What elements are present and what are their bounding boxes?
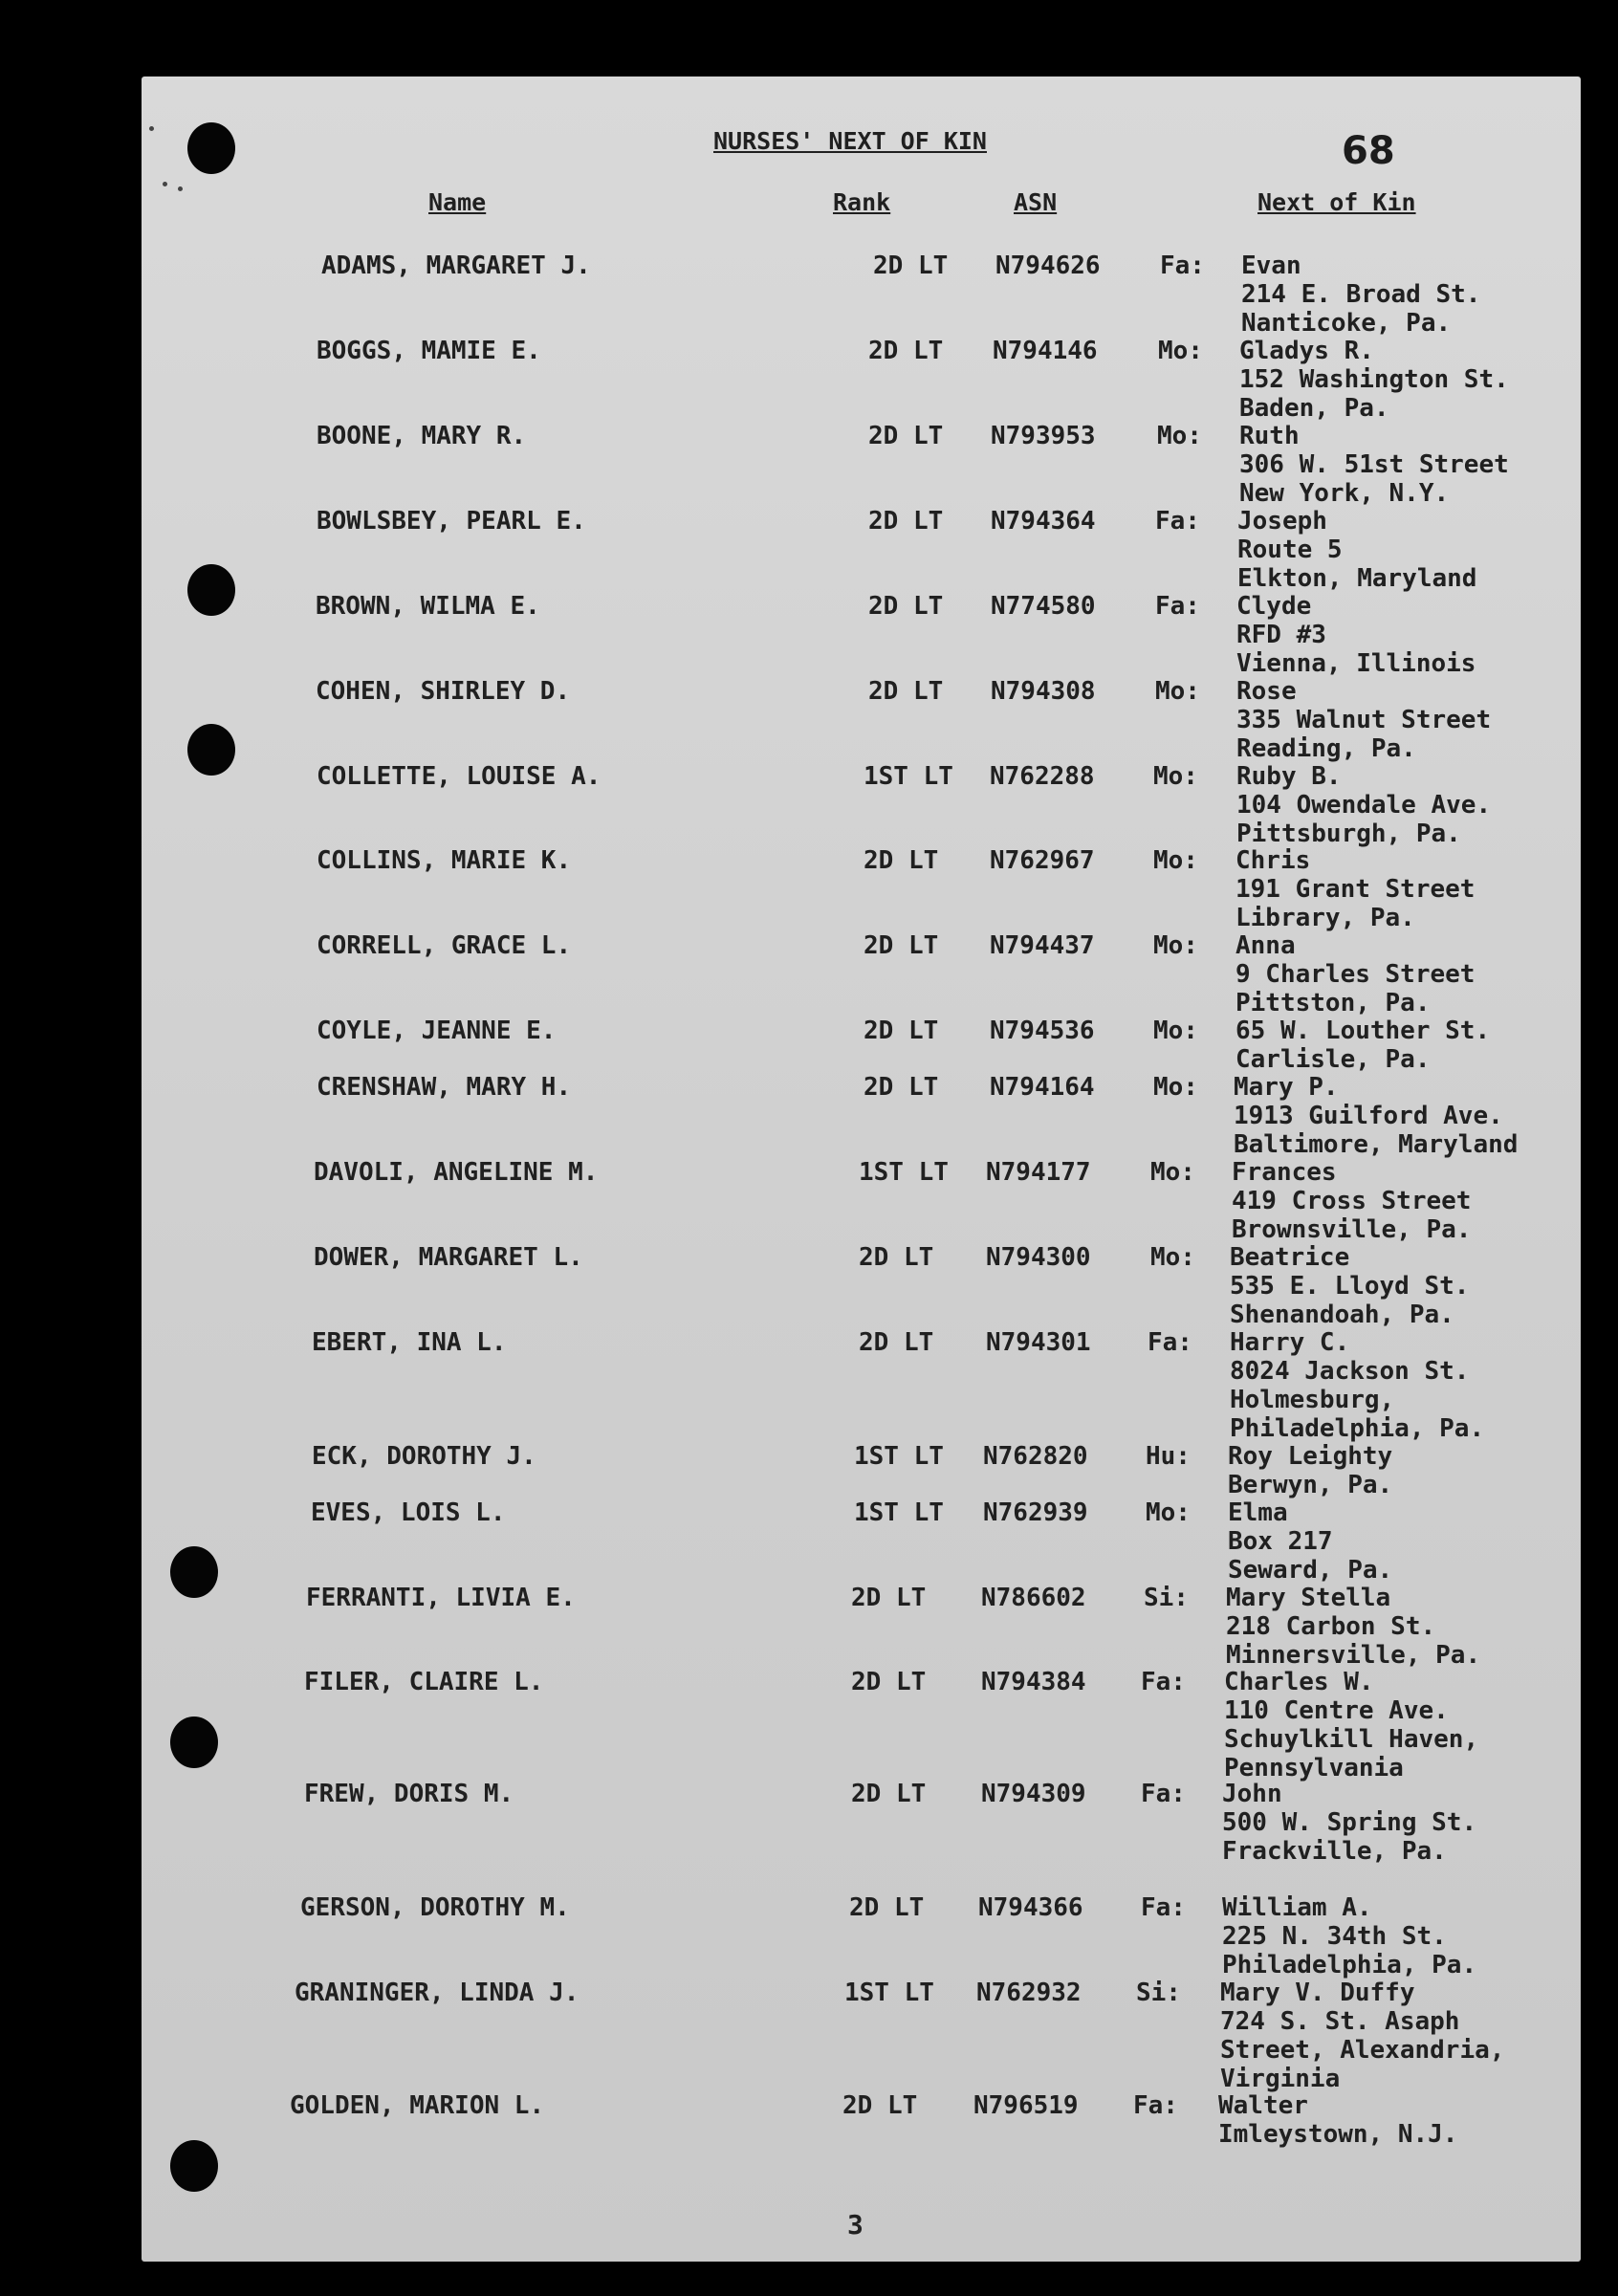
kin-address xyxy=(1236,592,1476,678)
nurse-rank: 2D LT xyxy=(864,1017,939,1045)
kin-address-line: Walter xyxy=(1218,2091,1308,2120)
kin-address xyxy=(1239,337,1509,423)
kin-relation: Mo: xyxy=(1153,1017,1198,1045)
kin-address-line: New York, N.Y. xyxy=(1239,479,1450,508)
kin-address-line: Mary V. Duffy xyxy=(1220,1979,1415,2007)
nurse-name: DOWER, MARGARET L. xyxy=(314,1243,583,1272)
kin-relation: Mo: xyxy=(1153,1073,1198,1102)
nurse-name: GERSON, DOROTHY M. xyxy=(300,1893,570,1922)
nurse-asn: N794300 xyxy=(986,1243,1091,1272)
kin-address-line: Berwyn, Pa. xyxy=(1228,1471,1393,1499)
kin-relation: Fa: xyxy=(1141,1668,1186,1696)
kin-address-line: Route 5 xyxy=(1237,536,1343,564)
kin-address-line: Brownsville, Pa. xyxy=(1232,1215,1472,1244)
kin-address xyxy=(1232,1158,1471,1244)
footer-number: 3 xyxy=(847,2209,864,2241)
kin-address xyxy=(1241,251,1480,338)
nurse-rank: 1ST LT xyxy=(844,1979,934,2007)
kin-address-line: Vienna, Illinois xyxy=(1236,649,1476,678)
document-title: NURSES' NEXT OF KIN xyxy=(713,127,987,155)
kin-address-line: Virginia xyxy=(1220,2065,1341,2093)
nurse-asn: N774580 xyxy=(991,592,1096,621)
nurse-name: EVES, LOIS L. xyxy=(311,1498,506,1527)
kin-address-line: Holmesburg, xyxy=(1230,1386,1395,1414)
kin-address-line: RFD #3 xyxy=(1236,621,1326,649)
kin-address-line: Minnersville, Pa. xyxy=(1226,1641,1481,1670)
kin-address-line: Elkton, Maryland xyxy=(1237,564,1477,593)
nurse-rank: 2D LT xyxy=(864,846,939,875)
nurse-name: GOLDEN, MARION L. xyxy=(290,2091,545,2120)
kin-address-line: Library, Pa. xyxy=(1235,904,1415,932)
kin-address-line: Rose xyxy=(1236,677,1297,706)
kin-address-line: 535 E. Lloyd St. xyxy=(1230,1272,1470,1301)
kin-address xyxy=(1237,507,1476,593)
nurse-asn: N794301 xyxy=(986,1328,1091,1357)
kin-relation: Mo: xyxy=(1157,422,1202,450)
nurse-asn: N794626 xyxy=(995,251,1101,280)
kin-address-line: Beatrice xyxy=(1230,1243,1350,1272)
kin-address-line: William A. xyxy=(1222,1893,1372,1922)
kin-address-line: Shenandoah, Pa. xyxy=(1230,1301,1454,1329)
kin-address-line: Baltimore, Maryland xyxy=(1234,1130,1519,1159)
page-number: 68 xyxy=(1342,129,1395,173)
nurse-rank: 2D LT xyxy=(842,2091,918,2120)
nurse-asn: N786602 xyxy=(981,1584,1086,1612)
nurse-rank: 1ST LT xyxy=(859,1158,949,1187)
kin-relation: Si: xyxy=(1144,1584,1189,1612)
kin-address xyxy=(1236,677,1491,763)
nurse-asn: N794364 xyxy=(991,507,1096,536)
kin-address-line: Evan xyxy=(1241,251,1301,280)
kin-relation: Si: xyxy=(1136,1979,1181,2007)
kin-address xyxy=(1220,1979,1504,2093)
column-header-next-of-kin: Next of Kin xyxy=(1257,188,1416,216)
kin-address xyxy=(1235,846,1475,932)
kin-address xyxy=(1234,1073,1518,1159)
nurse-name: CORRELL, GRACE L. xyxy=(317,931,572,960)
nurse-name: BROWN, WILMA E. xyxy=(316,592,540,621)
kin-address-line: 724 S. St. Asaph xyxy=(1220,2007,1460,2036)
kin-address-line: John xyxy=(1222,1780,1282,1808)
punch-hole xyxy=(187,122,235,174)
kin-address-line: Schuylkill Haven, xyxy=(1224,1725,1479,1754)
nurse-name: COLLINS, MARIE K. xyxy=(317,846,572,875)
kin-address-line: Ruth xyxy=(1239,422,1300,450)
kin-address-line: 8024 Jackson St. xyxy=(1230,1357,1470,1386)
kin-address-line: Elma xyxy=(1228,1498,1288,1527)
kin-address-line: Reading, Pa. xyxy=(1236,734,1416,763)
nurse-rank: 1ST LT xyxy=(864,762,953,791)
kin-address xyxy=(1224,1668,1478,1782)
column-header-rank: Rank xyxy=(833,188,891,216)
nurse-rank: 2D LT xyxy=(864,931,939,960)
nurse-rank: 2D LT xyxy=(859,1328,934,1357)
nurse-name: CRENSHAW, MARY H. xyxy=(317,1073,572,1102)
kin-relation: Fa: xyxy=(1155,507,1200,536)
nurse-rank: 2D LT xyxy=(868,677,944,706)
kin-relation: Fa: xyxy=(1141,1893,1186,1922)
nurse-asn: N762820 xyxy=(983,1442,1088,1471)
nurse-name: ECK, DOROTHY J. xyxy=(312,1442,536,1471)
kin-address xyxy=(1235,931,1475,1017)
kin-address xyxy=(1222,1780,1476,1866)
kin-address-line: 104 Owendale Ave. xyxy=(1236,791,1492,820)
kin-address-line: Joseph xyxy=(1237,507,1327,536)
nurse-asn: N794146 xyxy=(993,337,1098,365)
kin-address xyxy=(1226,1584,1480,1670)
nurse-name: ADAMS, MARGARET J. xyxy=(321,251,591,280)
kin-address-line: Clyde xyxy=(1236,592,1312,621)
nurse-asn: N794437 xyxy=(990,931,1095,960)
nurse-rank: 1ST LT xyxy=(854,1498,944,1527)
kin-address xyxy=(1228,1498,1392,1585)
kin-address-line: 214 E. Broad St. xyxy=(1241,280,1481,309)
kin-address-line: 335 Walnut Street xyxy=(1236,706,1492,734)
document-page xyxy=(142,77,1581,2262)
nurse-name: BOONE, MARY R. xyxy=(317,422,527,450)
kin-address-line: Philadelphia, Pa. xyxy=(1222,1951,1477,1979)
kin-relation: Fa: xyxy=(1148,1328,1192,1357)
kin-address-line: 225 N. 34th St. xyxy=(1222,1922,1447,1951)
kin-address xyxy=(1235,1017,1490,1074)
kin-address-line: 218 Carbon St. xyxy=(1226,1612,1436,1641)
kin-address xyxy=(1230,1243,1469,1329)
column-header-name: Name xyxy=(428,188,487,216)
nurse-rank: 1ST LT xyxy=(854,1442,944,1471)
punch-hole xyxy=(187,564,235,616)
kin-address-line: Carlisle, Pa. xyxy=(1235,1045,1431,1074)
kin-relation: Mo: xyxy=(1150,1158,1195,1187)
nurse-asn: N794536 xyxy=(990,1017,1095,1045)
kin-address-line: Charles W. xyxy=(1224,1668,1374,1696)
kin-address-line: Pittston, Pa. xyxy=(1235,989,1431,1017)
kin-address xyxy=(1239,422,1509,508)
kin-address-line: Ruby B. xyxy=(1236,762,1342,791)
nurse-asn: N796519 xyxy=(973,2091,1079,2120)
kin-address-line: 110 Centre Ave. xyxy=(1224,1696,1449,1725)
kin-relation: Hu: xyxy=(1146,1442,1191,1471)
kin-relation: Mo: xyxy=(1150,1243,1195,1272)
kin-relation: Mo: xyxy=(1153,762,1198,791)
nurse-asn: N794308 xyxy=(991,677,1096,706)
nurse-name: FERRANTI, LIVIA E. xyxy=(306,1584,576,1612)
kin-address-line: 306 W. 51st Street xyxy=(1239,450,1509,479)
nurse-rank: 2D LT xyxy=(873,251,949,280)
nurse-name: COHEN, SHIRLEY D. xyxy=(316,677,571,706)
nurse-name: COYLE, JEANNE E. xyxy=(317,1017,557,1045)
kin-address xyxy=(1222,1893,1476,1979)
kin-address-line: Mary P. xyxy=(1234,1073,1339,1102)
paper-speck xyxy=(178,186,183,191)
column-header-asn: ASN xyxy=(1014,188,1058,216)
kin-relation: Fa: xyxy=(1155,592,1200,621)
kin-address-line: Street, Alexandria, xyxy=(1220,2036,1505,2065)
nurse-name: FREW, DORIS M. xyxy=(304,1780,514,1808)
nurse-asn: N794164 xyxy=(990,1073,1095,1102)
kin-relation: Mo: xyxy=(1153,931,1198,960)
kin-address-line: 191 Grant Street xyxy=(1235,875,1476,904)
kin-address-line: 65 W. Louther St. xyxy=(1235,1017,1491,1045)
punch-hole xyxy=(170,1546,218,1598)
nurse-rank: 2D LT xyxy=(868,592,944,621)
nurse-name: COLLETTE, LOUISE A. xyxy=(317,762,601,791)
nurse-name: GRANINGER, LINDA J. xyxy=(295,1979,579,2007)
nurse-rank: 2D LT xyxy=(868,422,944,450)
kin-address-line: Imleystown, N.J. xyxy=(1218,2120,1458,2149)
kin-address-line: Pittsburgh, Pa. xyxy=(1236,820,1461,848)
kin-address-line: 419 Cross Street xyxy=(1232,1187,1472,1215)
kin-address-line: 9 Charles Street xyxy=(1235,960,1476,989)
kin-address xyxy=(1218,2091,1457,2149)
kin-relation: Mo: xyxy=(1153,846,1198,875)
punch-hole xyxy=(187,724,235,776)
kin-address-line: Chris xyxy=(1235,846,1311,875)
nurse-rank: 2D LT xyxy=(851,1584,927,1612)
nurse-asn: N762939 xyxy=(983,1498,1088,1527)
paper-speck xyxy=(149,126,154,131)
nurse-name: DAVOLI, ANGELINE M. xyxy=(314,1158,599,1187)
nurse-asn: N794366 xyxy=(978,1893,1083,1922)
kin-address-line: Mary Stella xyxy=(1226,1584,1391,1612)
nurse-rank: 2D LT xyxy=(864,1073,939,1102)
nurse-asn: N762967 xyxy=(990,846,1095,875)
kin-address xyxy=(1236,762,1491,848)
kin-address-line: Anna xyxy=(1235,931,1296,960)
kin-address-line: Harry C. xyxy=(1230,1328,1350,1357)
kin-address-line: 500 W. Spring St. xyxy=(1222,1808,1477,1837)
nurse-asn: N794384 xyxy=(981,1668,1086,1696)
kin-relation: Mo: xyxy=(1155,677,1200,706)
punch-hole xyxy=(170,1717,218,1768)
kin-relation: Mo: xyxy=(1146,1498,1191,1527)
nurse-asn: N794309 xyxy=(981,1780,1086,1808)
kin-relation: Mo: xyxy=(1158,337,1203,365)
nurse-name: EBERT, INA L. xyxy=(312,1328,507,1357)
punch-hole xyxy=(170,2140,218,2192)
kin-relation: Fa: xyxy=(1160,251,1205,280)
kin-address xyxy=(1228,1442,1392,1499)
kin-address-line: Gladys R. xyxy=(1239,337,1374,365)
kin-address-line: Philadelphia, Pa. xyxy=(1230,1414,1485,1443)
nurse-asn: N794177 xyxy=(986,1158,1091,1187)
kin-address-line: Nanticoke, Pa. xyxy=(1241,309,1452,338)
nurse-rank: 2D LT xyxy=(849,1893,925,1922)
nurse-name: FILER, CLAIRE L. xyxy=(304,1668,544,1696)
kin-address-line: Roy Leighty xyxy=(1228,1442,1393,1471)
kin-address-line: 152 Washington St. xyxy=(1239,365,1509,394)
kin-address-line: Seward, Pa. xyxy=(1228,1556,1393,1585)
kin-address-line: Frances xyxy=(1232,1158,1337,1187)
nurse-rank: 2D LT xyxy=(859,1243,934,1272)
nurse-asn: N762932 xyxy=(976,1979,1082,2007)
nurse-asn: N793953 xyxy=(991,422,1096,450)
kin-relation: Fa: xyxy=(1133,2091,1178,2120)
nurse-asn: N762288 xyxy=(990,762,1095,791)
nurse-name: BOGGS, MAMIE E. xyxy=(317,337,541,365)
nurse-rank: 2D LT xyxy=(868,507,944,536)
nurse-name: BOWLSBEY, PEARL E. xyxy=(317,507,586,536)
kin-address-line: Baden, Pa. xyxy=(1239,394,1389,423)
paper-speck xyxy=(163,182,167,186)
nurse-rank: 2D LT xyxy=(868,337,944,365)
kin-address-line: 1913 Guilford Ave. xyxy=(1234,1102,1503,1130)
nurse-rank: 2D LT xyxy=(851,1780,927,1808)
kin-address-line: Box 217 xyxy=(1228,1527,1333,1556)
nurse-rank: 2D LT xyxy=(851,1668,927,1696)
kin-address-line: Pennsylvania xyxy=(1224,1754,1404,1782)
kin-address xyxy=(1230,1328,1484,1443)
kin-relation: Fa: xyxy=(1141,1780,1186,1808)
kin-address-line: Frackville, Pa. xyxy=(1222,1837,1447,1866)
